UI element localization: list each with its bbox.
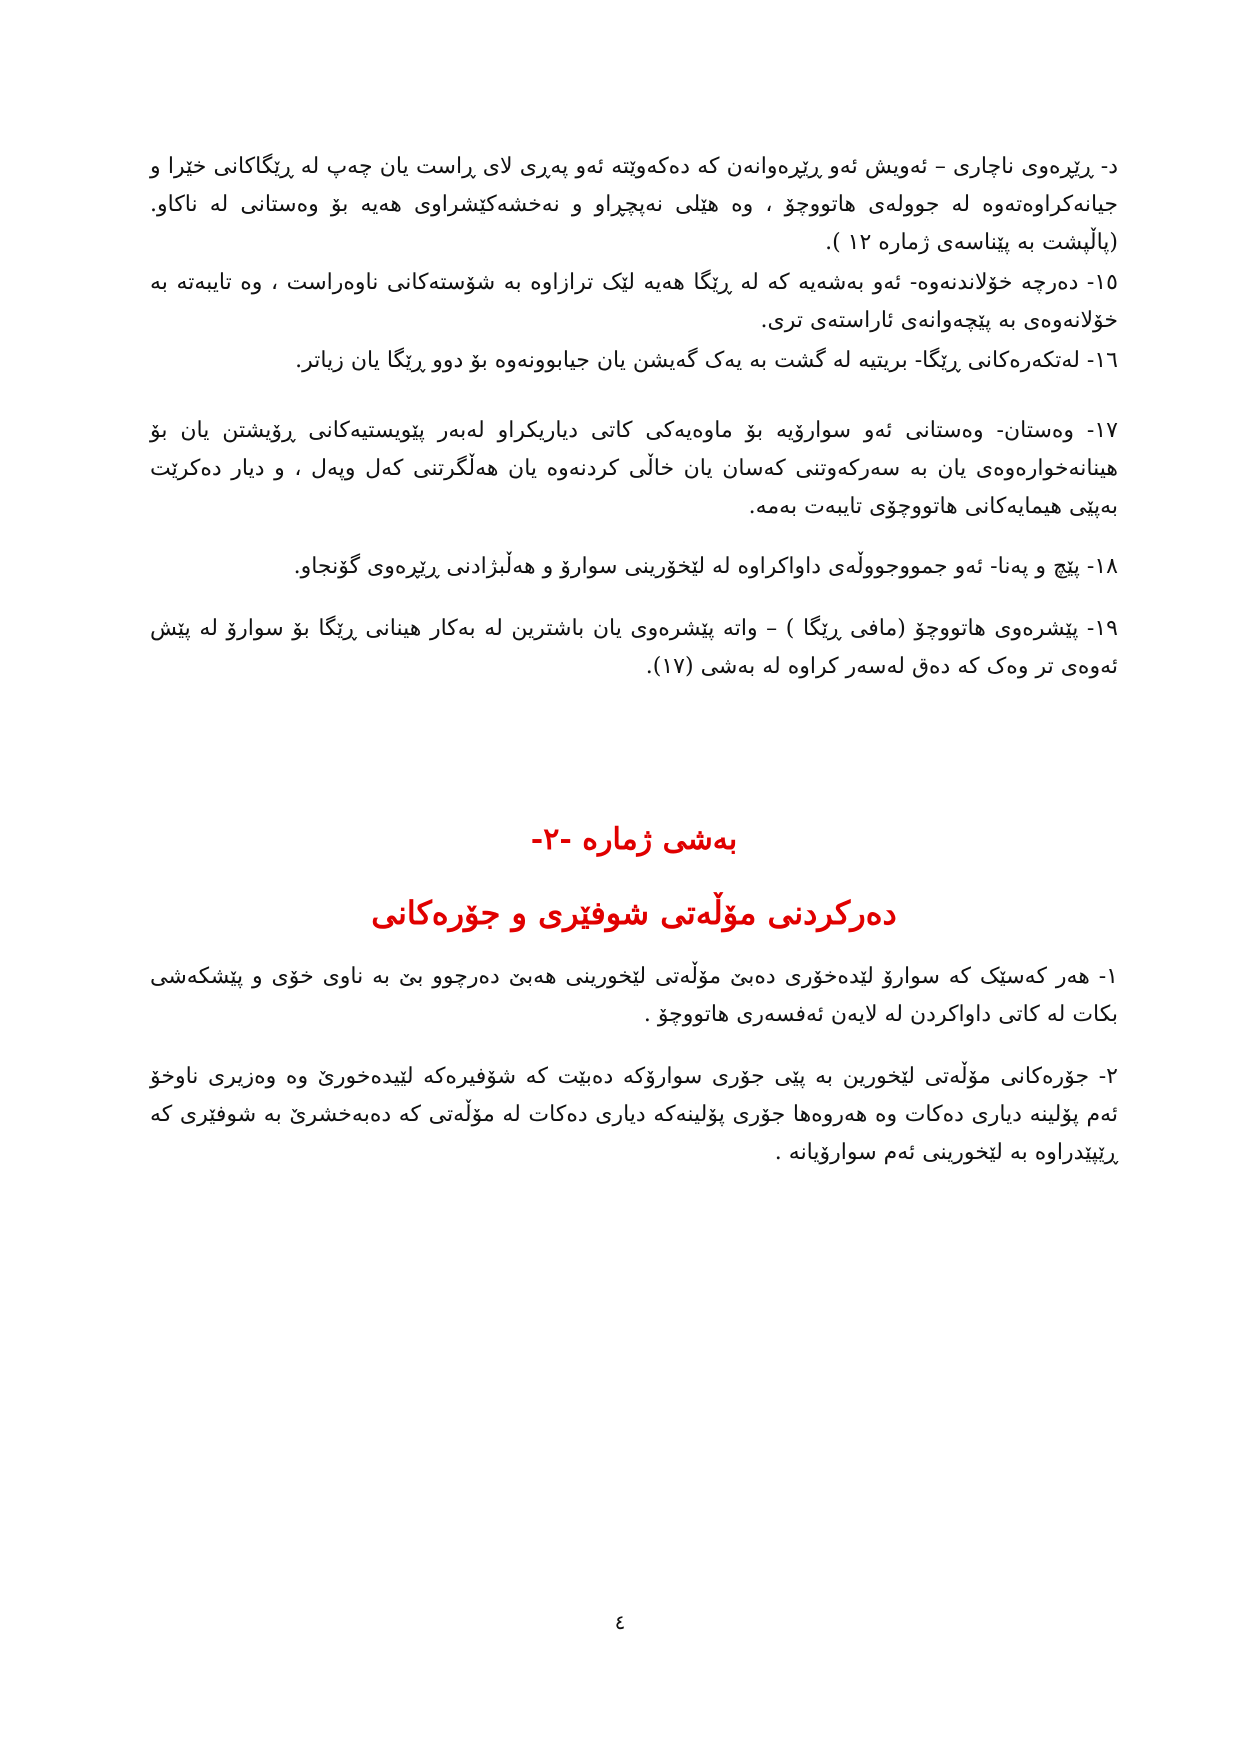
definition-17: ١٧- وەستان- وەستانی ئەو سوارۆیە بۆ ماوەیەکی کاتی دیاریکراو لەبەر پێویستیەکانی ڕۆیشتن یان بۆ هینانەخوارەوەی یان بە سەرکەوتنی کەسان یان خاڵی کردنەوە یان هەڵگرتنی کەل وپەل ، و دیار دەکرێت بەپێی هیمایەکانی هاتووچۆی تایبەت بەمە. [150,418,1118,519]
page-number: ٤ [614,1610,626,1634]
definition-16: ١٦- لەتکەرەکانی ڕێگا- بریتیە لە گشت بە یەک گەیشن یان جیابوونەوە بۆ دوو ڕێگا یان زیاتر. [295,348,1118,373]
section-number-heading: بەشی ژمارە -٢- [530,822,738,857]
definition-15: ١٥- دەرچە خۆلاندنەوە- ئەو بەشەیە کە لە ڕێگا هەیە لێک ترازاوە بە شۆستەکانی ناوەراست ، وە تایبەتە بە خۆلانەوەی بە پێچەوانەی ئاراستەی تری. [150,270,1118,333]
article-1: ١- هەر کەسێک کە سوارۆ لێدەخۆری دەبێ مۆڵەتی لێخورینی هەبێ دەرچوو بێ بە ناوی خۆی و پێشکەشی بکات لە کاتی داواکردن لە لایەن ئەفسەری هاتووچۆ . [150,964,1118,1027]
article-2: ٢- جۆرەکانی مۆڵەتی لێخورین بە پێی جۆری سوارۆکە دەبێت کە شۆفیرەکە لێیدەخورێ وە وەزیری ناوخۆ ئەم پۆلینە دیاری دەکات وە هەروەها جۆری پۆلینەکە دیاری دەکات لە مۆڵەتی کە دەبەخشرێ بە شوفێری کە ڕێپێدراوە بە لێخورینی ئەم سوارۆیانە . [150,1064,1118,1165]
section-title: دەرکردنی مۆڵەتی شوفێری و جۆرەکانی [371,894,897,932]
definition-19: ١٩- پێشرەوی هاتووچۆ (مافی ڕێگا ) – واتە پێشرەوی یان باشترین لە بەکار هینانی ڕێگا بۆ سوارۆ لە پێش ئەوەی تر وەک کە دەق لەسەر کراوە لە بەشی (١٧). [150,616,1118,679]
definition-18: ١٨- پێچ و پەنا- ئەو جمووجووڵەی داواکراوە لە لێخۆرینی سوارۆ و هەڵبژادنی ڕێڕەوی گۆنجاو. [293,554,1118,579]
definition-d: د- ڕێڕەوی ناچاری – ئەویش ئەو ڕێڕەوانەن کە دەکەوێتە ئەو پەڕی لای ڕاست یان چەپ لە ڕێگاکانی خێرا و جیانەکراوەتەوە لە جوولەی هاتووچۆ ، وە هێلی نەپچڕاو و نەخشەکێشراوی هەیە بۆ وەستانی لە ناکاو. (پاڵپشت بە پێناسەی ژمارە ١٢ ). [150,154,1118,255]
